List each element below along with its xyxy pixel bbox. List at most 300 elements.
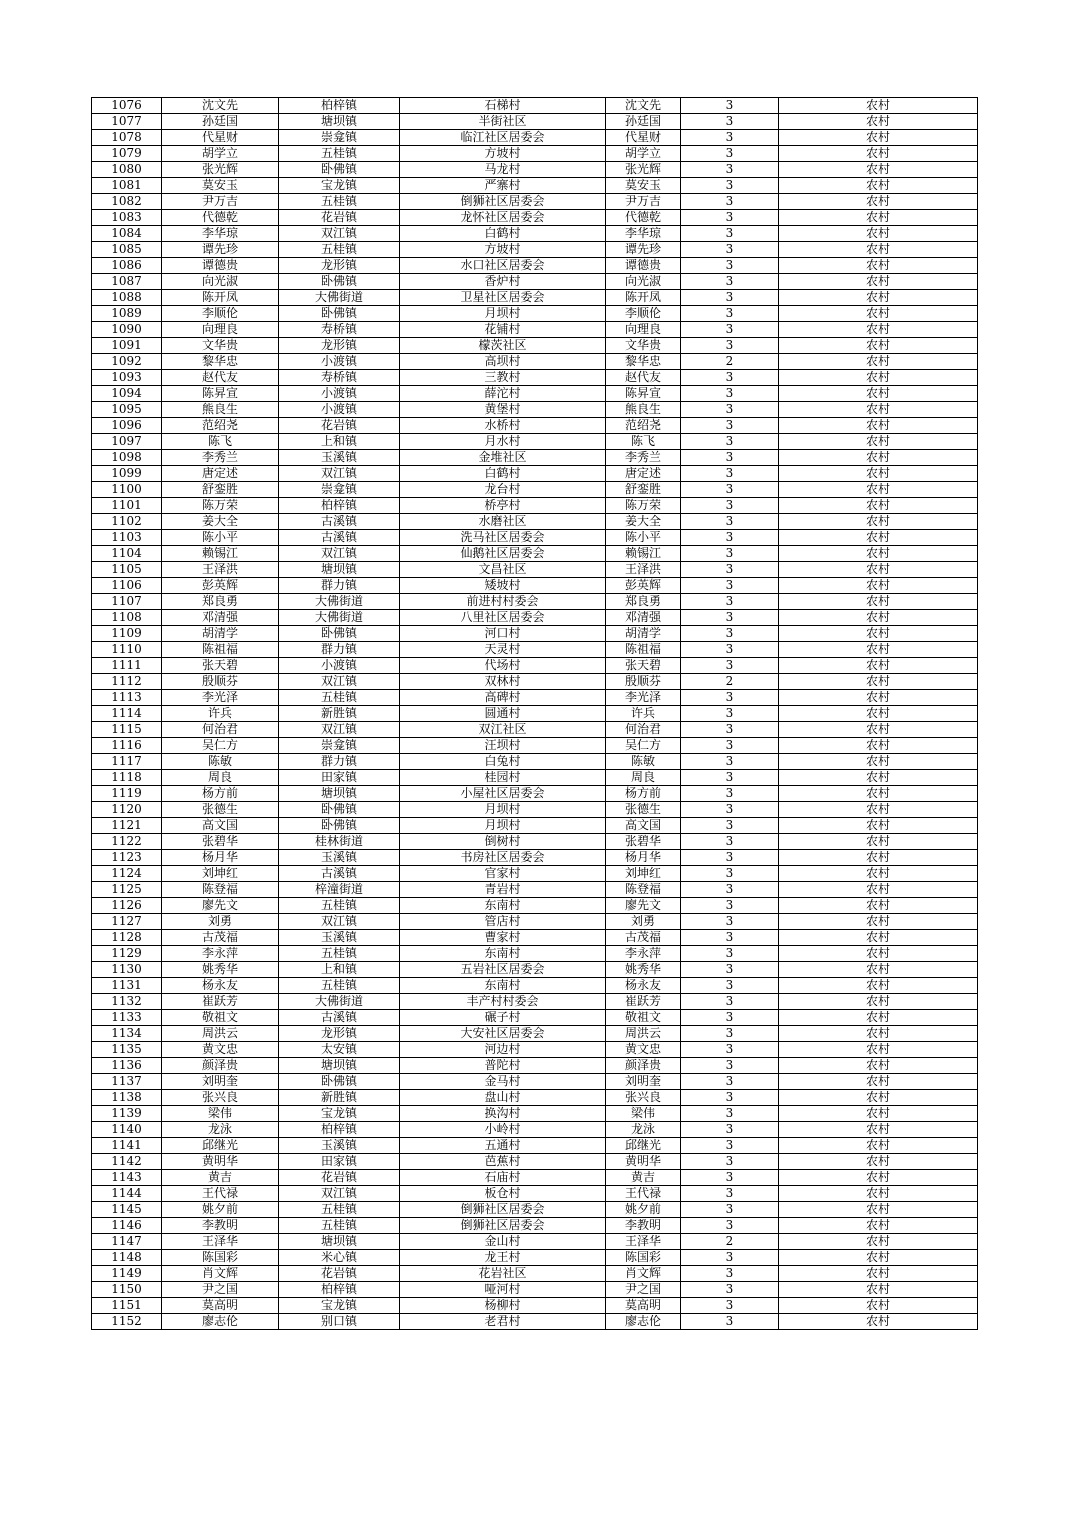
town-cell: 田家镇	[279, 1154, 400, 1170]
town-cell: 双江镇	[279, 914, 400, 930]
recipient-name-cell: 周洪云	[606, 1026, 681, 1042]
town-cell: 双江镇	[279, 1186, 400, 1202]
applicant-name-cell: 廖先文	[162, 898, 279, 914]
row-number-cell: 1079	[92, 146, 162, 162]
level-cell: 3	[681, 610, 779, 626]
row-number-cell: 1086	[92, 258, 162, 274]
level-cell: 3	[681, 242, 779, 258]
recipient-name-cell: 敬祖文	[606, 1010, 681, 1026]
level-cell: 3	[681, 322, 779, 338]
town-cell: 大佛街道	[279, 610, 400, 626]
category-cell: 农村	[779, 114, 978, 130]
table-row	[92, 1298, 978, 1314]
town-cell: 五桂镇	[279, 1202, 400, 1218]
data-table	[91, 97, 978, 1330]
town-cell: 宝龙镇	[279, 1298, 400, 1314]
level-cell: 3	[681, 1266, 779, 1282]
recipient-name-cell: 谭先珍	[606, 242, 681, 258]
category-cell: 农村	[779, 530, 978, 546]
category-cell: 农村	[779, 786, 978, 802]
applicant-name-cell: 莫高明	[162, 1298, 279, 1314]
row-number-cell: 1110	[92, 642, 162, 658]
table-row	[92, 930, 978, 946]
level-cell: 3	[681, 866, 779, 882]
town-cell: 五桂镇	[279, 898, 400, 914]
row-number-cell: 1096	[92, 418, 162, 434]
town-cell: 大佛街道	[279, 290, 400, 306]
table-row	[92, 898, 978, 914]
row-number-cell: 1108	[92, 610, 162, 626]
recipient-name-cell: 何治君	[606, 722, 681, 738]
row-number-cell: 1143	[92, 1170, 162, 1186]
applicant-name-cell: 谭先珍	[162, 242, 279, 258]
village-cell: 桥亭村	[400, 498, 606, 514]
table-row	[92, 1266, 978, 1282]
table-row	[92, 1282, 978, 1298]
row-number-cell: 1100	[92, 482, 162, 498]
category-cell: 农村	[779, 578, 978, 594]
recipient-name-cell: 尹万吉	[606, 194, 681, 210]
village-cell: 月坝村	[400, 802, 606, 818]
table-row	[92, 578, 978, 594]
row-number-cell: 1118	[92, 770, 162, 786]
level-cell: 3	[681, 562, 779, 578]
town-cell: 群力镇	[279, 642, 400, 658]
recipient-name-cell: 张碧华	[606, 834, 681, 850]
level-cell: 3	[681, 706, 779, 722]
recipient-name-cell: 郑良勇	[606, 594, 681, 610]
applicant-name-cell: 敬祖文	[162, 1010, 279, 1026]
applicant-name-cell: 唐定述	[162, 466, 279, 482]
row-number-cell: 1129	[92, 946, 162, 962]
applicant-name-cell: 张兴良	[162, 1090, 279, 1106]
row-number-cell: 1128	[92, 930, 162, 946]
town-cell: 五桂镇	[279, 242, 400, 258]
village-cell: 文昌社区	[400, 562, 606, 578]
recipient-name-cell: 张兴良	[606, 1090, 681, 1106]
recipient-name-cell: 杨月华	[606, 850, 681, 866]
village-cell: 河边村	[400, 1042, 606, 1058]
row-number-cell: 1142	[92, 1154, 162, 1170]
town-cell: 五桂镇	[279, 946, 400, 962]
category-cell: 农村	[779, 402, 978, 418]
town-cell: 田家镇	[279, 770, 400, 786]
row-number-cell: 1109	[92, 626, 162, 642]
category-cell: 农村	[779, 738, 978, 754]
table-row	[92, 114, 978, 130]
level-cell: 3	[681, 626, 779, 642]
recipient-name-cell: 陈祖福	[606, 642, 681, 658]
town-cell: 塘坝镇	[279, 786, 400, 802]
town-cell: 龙形镇	[279, 258, 400, 274]
village-cell: 水口社区居委会	[400, 258, 606, 274]
row-number-cell: 1124	[92, 866, 162, 882]
table-row	[92, 354, 978, 370]
table-row	[92, 1186, 978, 1202]
row-number-cell: 1145	[92, 1202, 162, 1218]
row-number-cell: 1131	[92, 978, 162, 994]
level-cell: 3	[681, 1042, 779, 1058]
table-row	[92, 210, 978, 226]
applicant-name-cell: 李教明	[162, 1218, 279, 1234]
recipient-name-cell: 孙廷国	[606, 114, 681, 130]
village-cell: 白鹤村	[400, 466, 606, 482]
town-cell: 小渡镇	[279, 402, 400, 418]
level-cell: 3	[681, 898, 779, 914]
category-cell: 农村	[779, 450, 978, 466]
row-number-cell: 1132	[92, 994, 162, 1010]
recipient-name-cell: 王代禄	[606, 1186, 681, 1202]
level-cell: 3	[681, 818, 779, 834]
village-cell: 临江社区居委会	[400, 130, 606, 146]
level-cell: 3	[681, 642, 779, 658]
level-cell: 3	[681, 770, 779, 786]
table-row	[92, 722, 978, 738]
applicant-name-cell: 胡学立	[162, 146, 279, 162]
table-row	[92, 1250, 978, 1266]
applicant-name-cell: 姚夕前	[162, 1202, 279, 1218]
table-row	[92, 322, 978, 338]
level-cell: 3	[681, 114, 779, 130]
applicant-name-cell: 张碧华	[162, 834, 279, 850]
table-row	[92, 946, 978, 962]
applicant-name-cell: 尹之国	[162, 1282, 279, 1298]
category-cell: 农村	[779, 962, 978, 978]
table-row	[92, 994, 978, 1010]
town-cell: 塘坝镇	[279, 562, 400, 578]
category-cell: 农村	[779, 1186, 978, 1202]
village-cell: 盘山村	[400, 1090, 606, 1106]
row-number-cell: 1088	[92, 290, 162, 306]
category-cell: 农村	[779, 1042, 978, 1058]
town-cell: 小渡镇	[279, 354, 400, 370]
table-row	[92, 1074, 978, 1090]
recipient-name-cell: 赵代友	[606, 370, 681, 386]
town-cell: 别口镇	[279, 1314, 400, 1330]
town-cell: 柏梓镇	[279, 498, 400, 514]
town-cell: 上和镇	[279, 434, 400, 450]
recipient-name-cell: 高文国	[606, 818, 681, 834]
table-row	[92, 530, 978, 546]
category-cell: 农村	[779, 1090, 978, 1106]
table-row	[92, 146, 978, 162]
recipient-name-cell: 沈文先	[606, 98, 681, 114]
table-row	[92, 514, 978, 530]
town-cell: 卧佛镇	[279, 802, 400, 818]
category-cell: 农村	[779, 562, 978, 578]
row-number-cell: 1078	[92, 130, 162, 146]
applicant-name-cell: 代星财	[162, 130, 279, 146]
category-cell: 农村	[779, 242, 978, 258]
category-cell: 农村	[779, 98, 978, 114]
level-cell: 3	[681, 594, 779, 610]
level-cell: 3	[681, 1314, 779, 1330]
table-row	[92, 498, 978, 514]
level-cell: 3	[681, 1074, 779, 1090]
recipient-name-cell: 唐定述	[606, 466, 681, 482]
level-cell: 3	[681, 1106, 779, 1122]
recipient-name-cell: 刘勇	[606, 914, 681, 930]
table-row	[92, 978, 978, 994]
recipient-name-cell: 陈飞	[606, 434, 681, 450]
table-row	[92, 834, 978, 850]
village-cell: 杨柳村	[400, 1298, 606, 1314]
village-cell: 桂园村	[400, 770, 606, 786]
level-cell: 3	[681, 1218, 779, 1234]
recipient-name-cell: 梁伟	[606, 1106, 681, 1122]
category-cell: 农村	[779, 178, 978, 194]
recipient-name-cell: 陈敏	[606, 754, 681, 770]
applicant-name-cell: 王泽洪	[162, 562, 279, 578]
table-row	[92, 626, 978, 642]
recipient-name-cell: 舒銮胜	[606, 482, 681, 498]
town-cell: 寿桥镇	[279, 322, 400, 338]
recipient-name-cell: 李华琼	[606, 226, 681, 242]
applicant-name-cell: 孙廷国	[162, 114, 279, 130]
category-cell: 农村	[779, 1298, 978, 1314]
applicant-name-cell: 李华琼	[162, 226, 279, 242]
row-number-cell: 1120	[92, 802, 162, 818]
level-cell: 3	[681, 962, 779, 978]
applicant-name-cell: 陈昇宣	[162, 386, 279, 402]
town-cell: 新胜镇	[279, 1090, 400, 1106]
category-cell: 农村	[779, 626, 978, 642]
level-cell: 3	[681, 1250, 779, 1266]
category-cell: 农村	[779, 1074, 978, 1090]
table-row	[92, 610, 978, 626]
village-cell: 青岩村	[400, 882, 606, 898]
town-cell: 卧佛镇	[279, 162, 400, 178]
applicant-name-cell: 杨方前	[162, 786, 279, 802]
row-number-cell: 1080	[92, 162, 162, 178]
table-row	[92, 658, 978, 674]
table-row	[92, 258, 978, 274]
recipient-name-cell: 尹之国	[606, 1282, 681, 1298]
town-cell: 玉溪镇	[279, 450, 400, 466]
applicant-name-cell: 文华贵	[162, 338, 279, 354]
level-cell: 3	[681, 1186, 779, 1202]
category-cell: 农村	[779, 1026, 978, 1042]
applicant-name-cell: 张光辉	[162, 162, 279, 178]
level-cell: 3	[681, 834, 779, 850]
village-cell: 檬茨社区	[400, 338, 606, 354]
recipient-name-cell: 胡清学	[606, 626, 681, 642]
table-row	[92, 466, 978, 482]
row-number-cell: 1151	[92, 1298, 162, 1314]
town-cell: 崇龛镇	[279, 738, 400, 754]
village-cell: 马龙村	[400, 162, 606, 178]
category-cell: 农村	[779, 466, 978, 482]
level-cell: 3	[681, 1282, 779, 1298]
table-row	[92, 242, 978, 258]
applicant-name-cell: 龙泳	[162, 1122, 279, 1138]
row-number-cell: 1098	[92, 450, 162, 466]
village-cell: 石庙村	[400, 1170, 606, 1186]
category-cell: 农村	[779, 706, 978, 722]
recipient-name-cell: 李光泽	[606, 690, 681, 706]
row-number-cell: 1127	[92, 914, 162, 930]
applicant-name-cell: 向光淑	[162, 274, 279, 290]
village-cell: 薛沱村	[400, 386, 606, 402]
level-cell: 3	[681, 450, 779, 466]
level-cell: 3	[681, 1170, 779, 1186]
town-cell: 柏梓镇	[279, 98, 400, 114]
village-cell: 黄堡村	[400, 402, 606, 418]
level-cell: 3	[681, 386, 779, 402]
category-cell: 农村	[779, 674, 978, 690]
category-cell: 农村	[779, 850, 978, 866]
row-number-cell: 1106	[92, 578, 162, 594]
row-number-cell: 1140	[92, 1122, 162, 1138]
village-cell: 严寨村	[400, 178, 606, 194]
village-cell: 倒狮社区居委会	[400, 194, 606, 210]
category-cell: 农村	[779, 1250, 978, 1266]
recipient-name-cell: 黄明华	[606, 1154, 681, 1170]
applicant-name-cell: 周洪云	[162, 1026, 279, 1042]
recipient-name-cell: 杨永友	[606, 978, 681, 994]
applicant-name-cell: 李光泽	[162, 690, 279, 706]
level-cell: 3	[681, 994, 779, 1010]
level-cell: 3	[681, 258, 779, 274]
applicant-name-cell: 刘明奎	[162, 1074, 279, 1090]
village-cell: 换沟村	[400, 1106, 606, 1122]
table-row	[92, 818, 978, 834]
recipient-name-cell: 陈昇宣	[606, 386, 681, 402]
category-cell: 农村	[779, 162, 978, 178]
category-cell: 农村	[779, 386, 978, 402]
village-cell: 白鹤村	[400, 226, 606, 242]
row-number-cell: 1087	[92, 274, 162, 290]
village-cell: 天灵村	[400, 642, 606, 658]
applicant-name-cell: 陈登福	[162, 882, 279, 898]
row-number-cell: 1116	[92, 738, 162, 754]
village-cell: 水桥村	[400, 418, 606, 434]
category-cell: 农村	[779, 338, 978, 354]
row-number-cell: 1121	[92, 818, 162, 834]
level-cell: 3	[681, 658, 779, 674]
row-number-cell: 1139	[92, 1106, 162, 1122]
town-cell: 太安镇	[279, 1042, 400, 1058]
level-cell: 3	[681, 914, 779, 930]
applicant-name-cell: 陈小平	[162, 530, 279, 546]
table-row	[92, 1026, 978, 1042]
level-cell: 3	[681, 882, 779, 898]
level-cell: 3	[681, 306, 779, 322]
village-cell: 金山村	[400, 1234, 606, 1250]
table-row	[92, 1314, 978, 1330]
village-cell: 五岩社区居委会	[400, 962, 606, 978]
table-row	[92, 418, 978, 434]
table-row	[92, 306, 978, 322]
row-number-cell: 1115	[92, 722, 162, 738]
table-row	[92, 450, 978, 466]
level-cell: 3	[681, 178, 779, 194]
level-cell: 3	[681, 146, 779, 162]
table-row	[92, 130, 978, 146]
table-row	[92, 914, 978, 930]
applicant-name-cell: 代德乾	[162, 210, 279, 226]
category-cell: 农村	[779, 594, 978, 610]
village-cell: 龙王村	[400, 1250, 606, 1266]
village-cell: 东南村	[400, 898, 606, 914]
category-cell: 农村	[779, 994, 978, 1010]
village-cell: 代场村	[400, 658, 606, 674]
applicant-name-cell: 邓清强	[162, 610, 279, 626]
row-number-cell: 1112	[92, 674, 162, 690]
recipient-name-cell: 邓清强	[606, 610, 681, 626]
category-cell: 农村	[779, 226, 978, 242]
table-row	[92, 1234, 978, 1250]
category-cell: 农村	[779, 354, 978, 370]
town-cell: 宝龙镇	[279, 178, 400, 194]
recipient-name-cell: 姚秀华	[606, 962, 681, 978]
table-row	[92, 850, 978, 866]
village-cell: 方坡村	[400, 146, 606, 162]
recipient-name-cell: 谭德贵	[606, 258, 681, 274]
applicant-name-cell: 杨月华	[162, 850, 279, 866]
level-cell: 3	[681, 722, 779, 738]
town-cell: 双江镇	[279, 722, 400, 738]
village-cell: 八里社区居委会	[400, 610, 606, 626]
applicant-name-cell: 刘勇	[162, 914, 279, 930]
category-cell: 农村	[779, 1010, 978, 1026]
table-row	[92, 370, 978, 386]
level-cell: 3	[681, 418, 779, 434]
recipient-name-cell: 龙泳	[606, 1122, 681, 1138]
village-cell: 哑河村	[400, 1282, 606, 1298]
level-cell: 2	[681, 1234, 779, 1250]
town-cell: 古溪镇	[279, 530, 400, 546]
applicant-name-cell: 李顺伦	[162, 306, 279, 322]
row-number-cell: 1095	[92, 402, 162, 418]
level-cell: 3	[681, 1058, 779, 1074]
row-number-cell: 1081	[92, 178, 162, 194]
category-cell: 农村	[779, 754, 978, 770]
applicant-name-cell: 彭英辉	[162, 578, 279, 594]
recipient-name-cell: 莫高明	[606, 1298, 681, 1314]
category-cell: 农村	[779, 498, 978, 514]
level-cell: 3	[681, 514, 779, 530]
recipient-name-cell: 王泽洪	[606, 562, 681, 578]
village-cell: 管店村	[400, 914, 606, 930]
village-cell: 月水村	[400, 434, 606, 450]
category-cell: 农村	[779, 818, 978, 834]
level-cell: 3	[681, 930, 779, 946]
village-cell: 月坝村	[400, 818, 606, 834]
level-cell: 3	[681, 290, 779, 306]
table-row	[92, 1202, 978, 1218]
category-cell: 农村	[779, 882, 978, 898]
village-cell: 花铺村	[400, 322, 606, 338]
row-number-cell: 1137	[92, 1074, 162, 1090]
applicant-name-cell: 张德生	[162, 802, 279, 818]
applicant-name-cell: 张天碧	[162, 658, 279, 674]
table-row	[92, 162, 978, 178]
level-cell: 3	[681, 690, 779, 706]
applicant-name-cell: 向理良	[162, 322, 279, 338]
town-cell: 花岩镇	[279, 1170, 400, 1186]
table-row	[92, 802, 978, 818]
row-number-cell: 1076	[92, 98, 162, 114]
village-cell: 卫星社区居委会	[400, 290, 606, 306]
recipient-name-cell: 廖先文	[606, 898, 681, 914]
category-cell: 农村	[779, 770, 978, 786]
applicant-name-cell: 刘坤红	[162, 866, 279, 882]
table-row	[92, 1058, 978, 1074]
town-cell: 塘坝镇	[279, 1058, 400, 1074]
level-cell: 3	[681, 1010, 779, 1026]
village-cell: 圆通村	[400, 706, 606, 722]
